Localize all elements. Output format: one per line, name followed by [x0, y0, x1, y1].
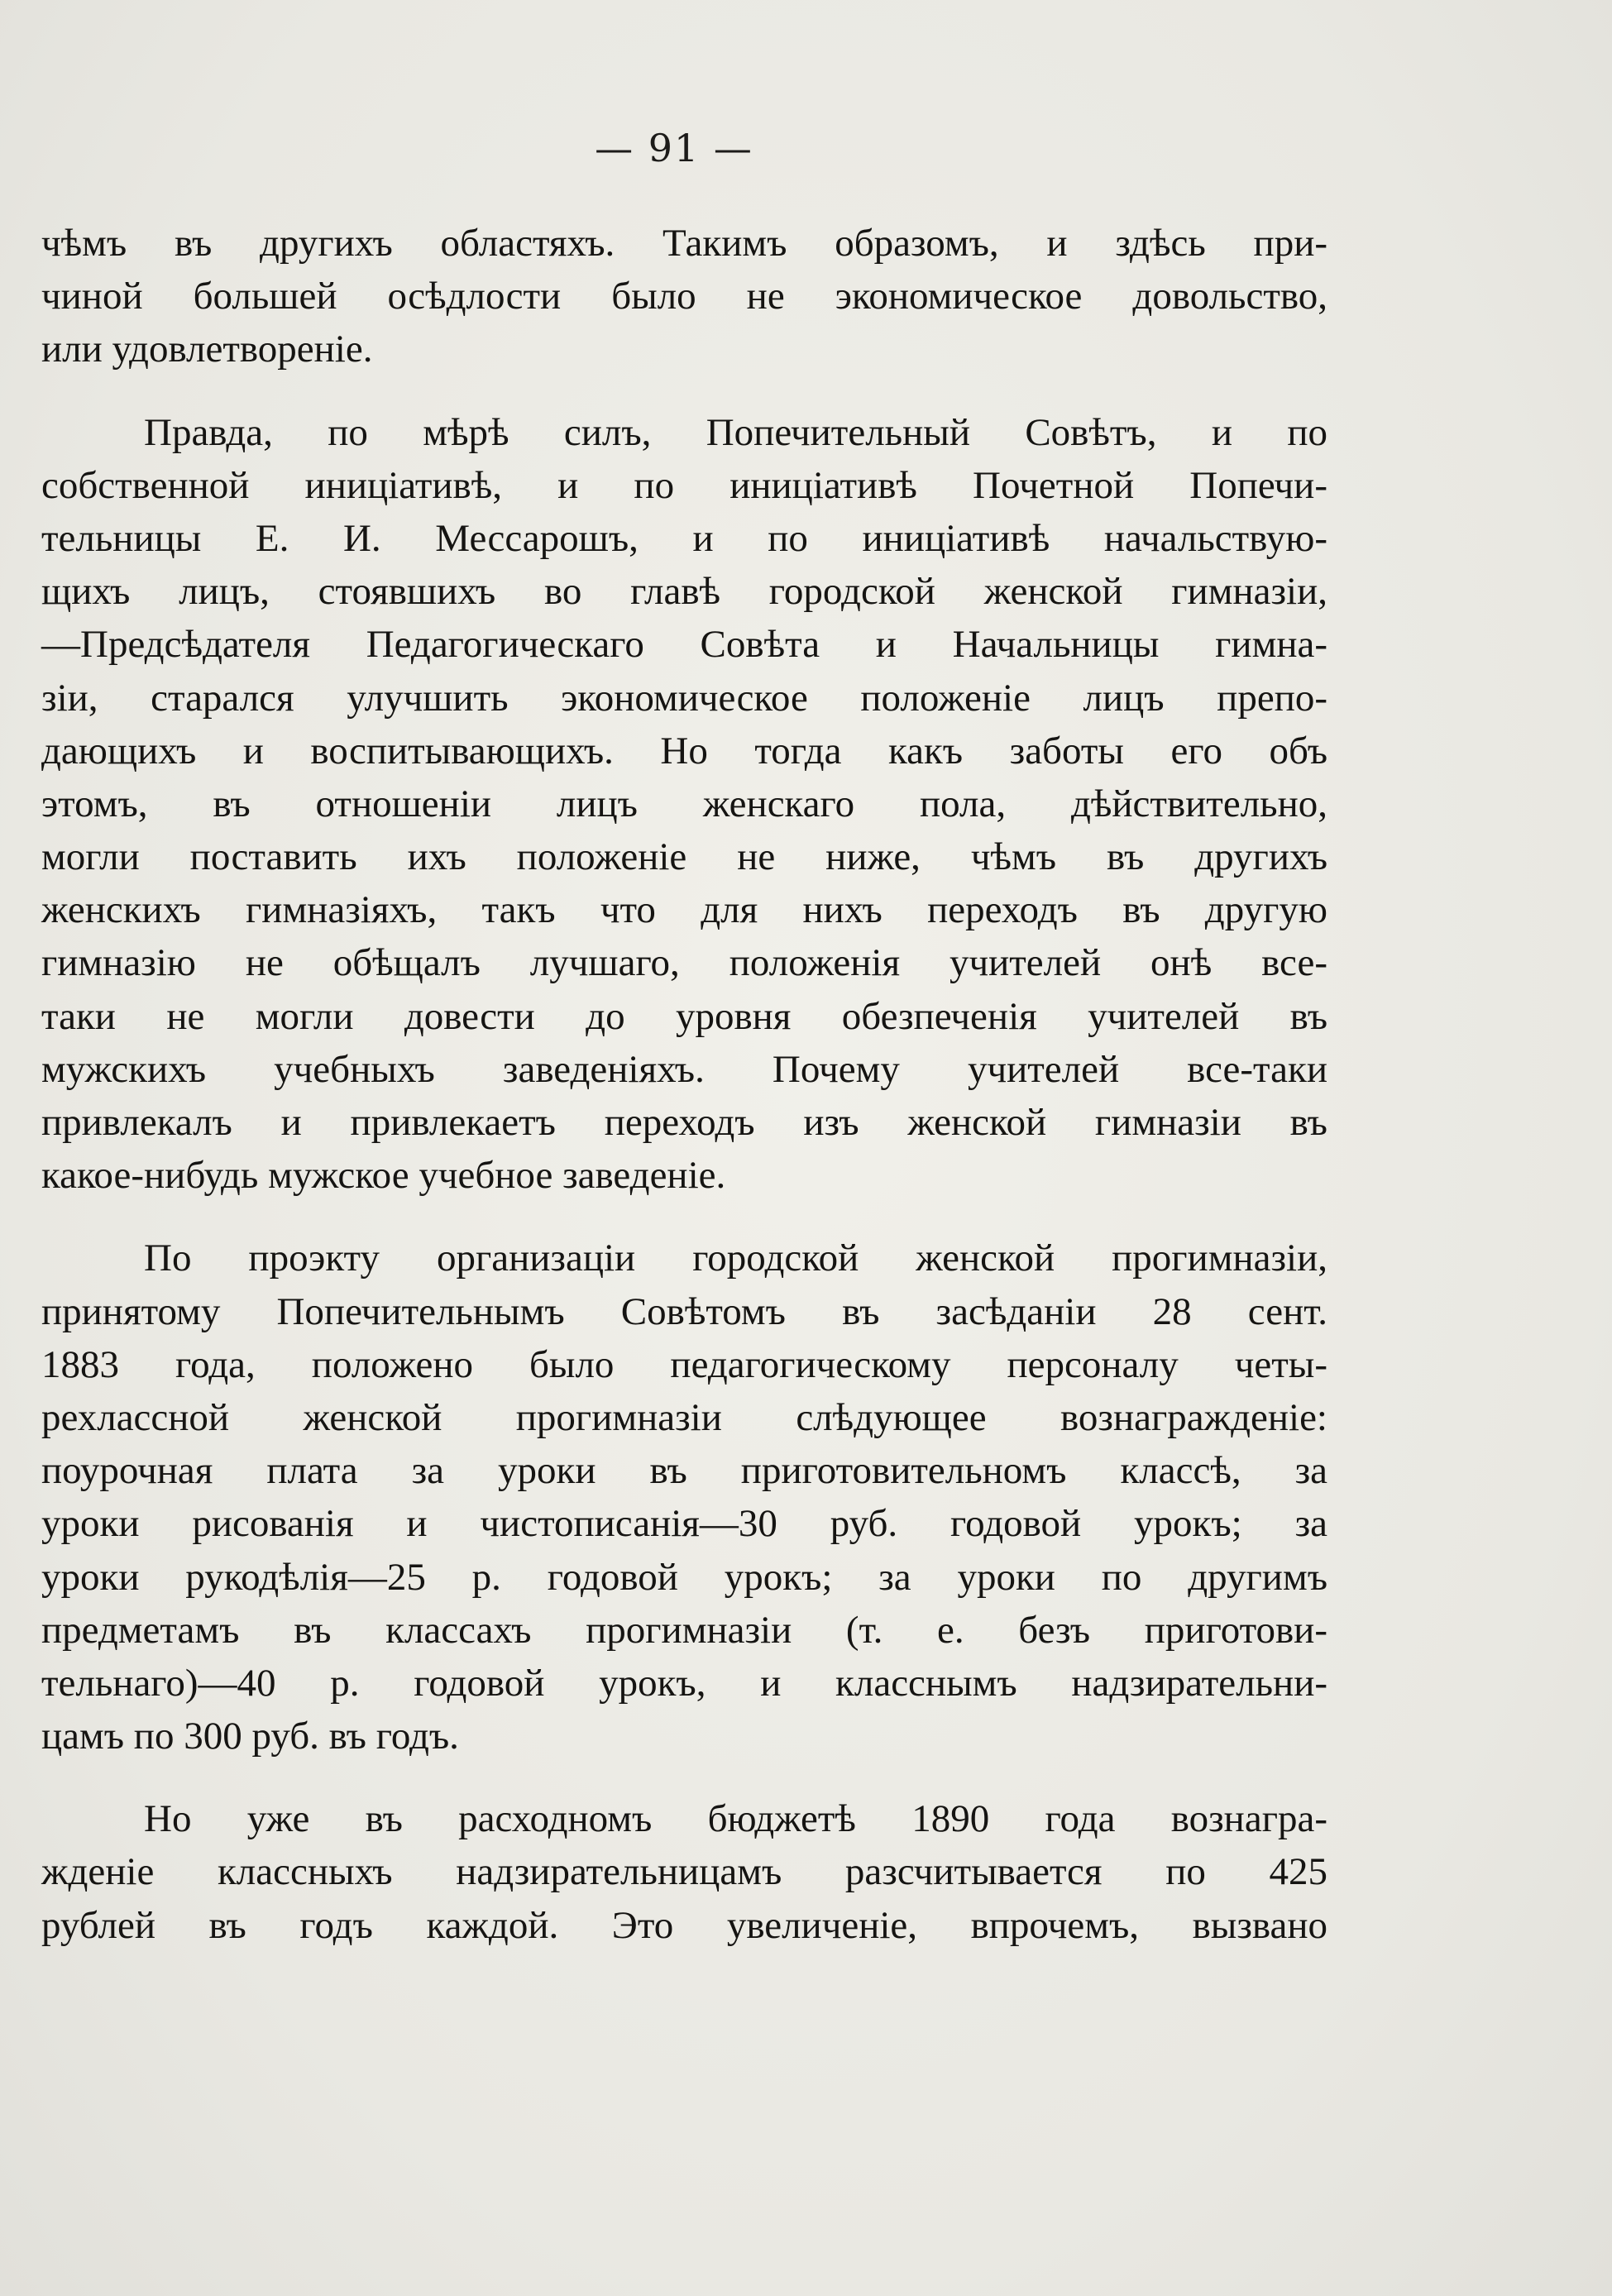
text-line: этомъ, въ отношеніи лицъ женскаго пола, дѣйствительно, [41, 782, 1327, 825]
text-line: тельницы Е. И. Мессарошъ, и по иниціативѣ начальствую- [41, 516, 1327, 560]
text-line: таки не могли довести до уровня обезпеченія учителей въ [41, 994, 1327, 1038]
text-line: рехлассной женской прогимназіи слѣдующее вознагражденіе: [41, 1395, 1327, 1439]
text-line: или удовлетвореніе. [41, 328, 373, 371]
text-line: могли поставить ихъ положеніе не ниже, чѣмъ въ другихъ [41, 835, 1327, 879]
text-line: привлекалъ и привлекаетъ переходъ изъ женской гимназіи въ [41, 1101, 1327, 1144]
text-line: гимназію не обѣщалъ лучшаго, положенія учителей онѣ все- [41, 941, 1327, 985]
text-line: мужскихъ учебныхъ заведеніяхъ. Почему учителей все-таки [41, 1047, 1327, 1091]
text-line: рублей въ годъ каждой. Это увеличеніе, впрочемъ, вызвано [41, 1903, 1327, 1947]
text-line: Но уже въ расходномъ бюджетѣ 1890 года вознагра- [144, 1797, 1327, 1841]
text-line: щихъ лицъ, стоявшихъ во главѣ городской женской гимназіи, [41, 570, 1327, 614]
text-line: По проэкту организаціи городской женской прогимназіи, [144, 1236, 1327, 1280]
text-line: предметамъ въ классахъ прогимназіи (т. е. безъ приготови- [41, 1608, 1327, 1652]
text-line: принятому Попечительнымъ Совѣтомъ въ засѣданіи 28 сент. [41, 1289, 1327, 1333]
text-line: цамъ по 300 руб. въ годъ. [41, 1715, 459, 1758]
text-line: тельнаго)—40 р. годовой урокъ, и класснымъ надзирательни- [41, 1661, 1327, 1705]
text-line: уроки рукодѣлія—25 р. годовой урокъ; за уроки по другимъ [41, 1555, 1327, 1599]
text-line: чѣмъ въ другихъ областяхъ. Такимъ образомъ, и здѣсь при- [41, 222, 1327, 265]
text-line: —Предсѣдателя Педагогическаго Совѣта и Начальницы гимна- [41, 623, 1327, 667]
page-number: — 91 — [595, 126, 753, 170]
paragraph-gap [41, 1202, 1327, 1232]
paragraph-gap [41, 1763, 1327, 1792]
text-line: женскихъ гимназіяхъ, такъ что для нихъ переходъ въ другую [41, 888, 1327, 932]
text-line: собственной иниціативѣ, и по иниціативѣ Почетной Попечи- [41, 463, 1327, 507]
text-line: жденіе классныхъ надзирательницамъ разсчитывается по 425 [41, 1850, 1327, 1894]
text-line: уроки рисованія и чистописанія—30 руб. годовой урокъ; за [41, 1502, 1327, 1546]
text-line: чиной большей осѣдлости было не экономическое довольство, [41, 275, 1327, 318]
text-line: зіи, старался улучшить экономическое положеніе лицъ препо- [41, 676, 1327, 720]
text-line: Правда, по мѣрѣ силъ, Попечительный Совѣтъ, и по [144, 410, 1327, 454]
text-line: 1883 года, положено было педагогическому персоналу четы- [41, 1342, 1327, 1386]
text-line: дающихъ и воспитывающихъ. Но тогда какъ заботы его объ [41, 729, 1327, 773]
text-line: поурочная плата за уроки въ приготовительномъ классѣ, за [41, 1449, 1327, 1493]
text-line: какое-нибудь мужское учебное заведеніе. [41, 1154, 726, 1198]
paragraph-gap [41, 376, 1327, 406]
body-text [41, 217, 1327, 1952]
